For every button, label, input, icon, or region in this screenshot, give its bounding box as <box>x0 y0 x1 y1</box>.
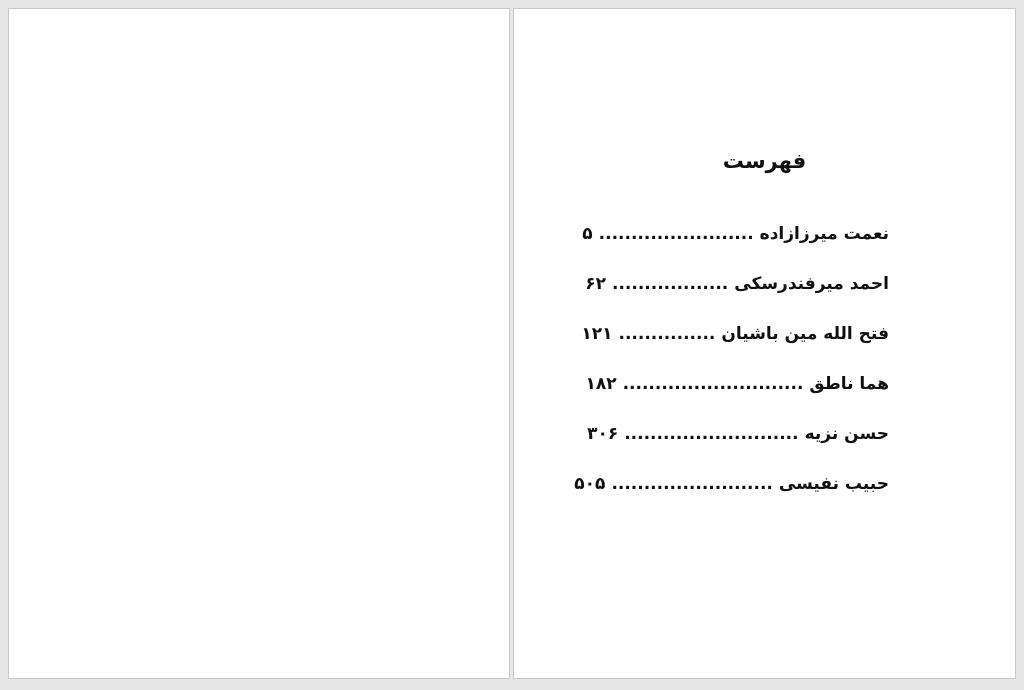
toc-entry-page: ۵۰۵ <box>574 474 606 494</box>
toc-entry-leader: ........................ <box>598 224 754 244</box>
toc-entry-page: ۵ <box>582 224 593 244</box>
toc-entry-leader: .................. <box>612 274 729 294</box>
toc-entry-name: هما ناطق <box>809 374 889 394</box>
toc-entry-leader: ............... <box>618 324 716 344</box>
toc-entry-leader: ......................... <box>611 474 773 494</box>
toc-entry[interactable] <box>574 359 889 409</box>
toc-entry[interactable] <box>574 409 889 459</box>
toc-entry[interactable] <box>574 259 889 309</box>
toc-entry[interactable] <box>574 309 889 359</box>
toc-entry[interactable] <box>574 459 889 509</box>
toc-list <box>574 209 889 509</box>
toc-title: فهرست <box>722 149 807 173</box>
toc-entry[interactable] <box>574 209 889 259</box>
toc-entry-page: ۳۰۶ <box>587 424 619 444</box>
toc-entry-page: ۱۸۲ <box>585 374 617 394</box>
toc-entry-leader: ............................ <box>622 374 804 394</box>
toc-page <box>513 8 1016 679</box>
toc-entry-name: حسن نزیه <box>804 424 889 444</box>
toc-entry-leader: ........................... <box>624 424 799 444</box>
toc-entry-name: نعمت میرزازاده <box>759 224 889 244</box>
toc-entry-page: ۱۲۱ <box>581 324 613 344</box>
toc-entry-name: حبیب نفیسی <box>778 474 889 494</box>
toc-entry-name: احمد میرفندرسکی <box>734 274 889 294</box>
toc-entry-name: فتح الله مین باشیان <box>721 324 889 344</box>
blank-page <box>8 8 510 679</box>
toc-entry-page: ۶۲ <box>585 274 606 294</box>
